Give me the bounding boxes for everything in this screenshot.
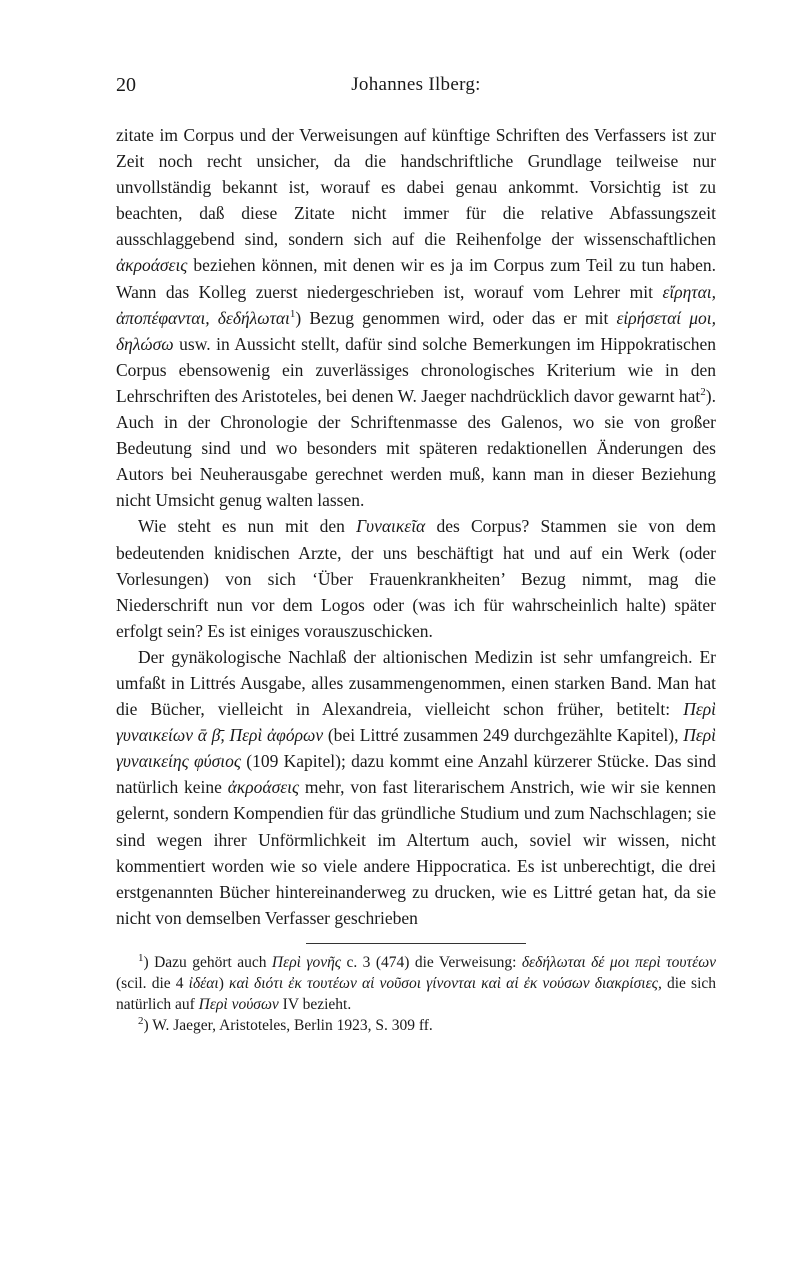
greek-term: Περὶ γυναικείων ᾱ β̄, Περὶ ἀφόρων [116,699,716,746]
greek-term: εἰρήσεταί μοι, δηλώσω [116,307,717,354]
greek-term: ἀκροάσεις [116,255,188,276]
greek-term: ἀκροάσεις [227,777,300,798]
greek-term: Γυναικεῖα [356,516,426,537]
footnote-2: $^2$) W. Jaeger, Aristoteles, Berlin 1923, S. 309 ff. [138,1014,433,1034]
footnote-mark-2: 2 [138,1014,144,1027]
book-page [116,74,716,1036]
greek-term: Περὶ γυναικείης φύσιος [116,725,716,772]
body-text [116,122,716,931]
footnote-ref-2[interactable]: 2 [700,386,706,399]
footnote-divider [306,943,526,944]
page-number: 20 [116,74,136,96]
footnote-ref-1[interactable]: 1 [289,307,296,320]
running-head: Johannes Ilberg: [351,74,481,95]
greek-term: δεδήλωται δέ μοι περὶ τουτέων [521,953,717,971]
paragraph-2: Wie steht es nun mit den Γυναικεῖα des Corpus? Stammen sie von dem bedeutenden knidischen Arzte, der uns beschäftigt hat und auf ein Werk (oder Vorlesungen) von sich ‘Über Frauenkrankheiten’ Bezug nimmt, mag die Niederschrift nun vor dem Logos oder (was ich für wahrscheinlich halte) später erfolgt sein? Es ist einiges vorauszuschicken. [116,516,716,641]
page-header [116,74,716,104]
footnote-mark-1: 1 [138,951,144,964]
footnote-1: $^1$) Dazu gehört auch Περὶ γονῆς c. 3 (474) die Verweisung: δεδήλωται δέ μοι περὶ τουτέων (scil. die 4 ἰδέαι) καὶ διότι ἐκ τουτέων αἱ νοῦσοι γίνονται καὶ αἱ ἐκ νούσων διακρίσιες, die sich natürlich auf Περὶ νούσων IV bezieht. [116,951,717,1013]
greek-term: εἴρηται, ἀποπέφανται, δεδήλωται [116,281,716,328]
paragraph-3: Der gynäkologische Nachlaß der altionischen Medizin ist sehr umfangreich. Er umfaßt in Littrés Ausgabe, alles zusammengenommen, einen starken Band. Man hat die Bücher, vielleicht in Alexandreia, vielleicht schon früher, betitelt: Περὶ γυναικείων ᾱ β̄, Περὶ ἀφόρων (bei Littré zusammen 249 durchgezählte Kapitel), Περὶ γυναικείης φύσιος (109 Kapitel); dazu kommt eine Anzahl kürzerer Stücke. Das sind natürlich keine ἀκροάσεις mehr, von fast literarischem Anstrich, wie wir sie kennen gelernt, sondern Kompendien für das gründliche Studium und zum Nachschlagen; sie sind wegen ihrer Unförmlichkeit im Altertum auch, soviel wir wissen, nicht kommentiert worden wie so viele andere Hippocratica. Es ist unberechtigt, die drei erstgenannten Bücher hintereinanderweg zu drucken, wie es Littré getan hat, da sie nicht von demselben Verfasser geschrieben [116,646,716,928]
greek-term: Περὶ νούσων [198,995,279,1013]
greek-term: καὶ διότι ἐκ τουτέων αἱ νοῦσοι γίνονται καὶ αἱ ἐκ νούσων διακρίσιες, [229,974,662,992]
greek-term: ἰδέαι [188,974,219,992]
footnotes [116,952,716,1036]
paragraph-1: zitate im Corpus und der Verweisungen auf künftige Schriften des Verfassers ist zur Zeit noch recht unsicher, da die handschriftliche Grundlage teilweise nur unvollständig bekannt ist, worauf es dabei genau ankommt. Vorsichtig ist zu beachten, daß diese Zitate nicht immer für die relative Abfassungszeit ausschlaggebend sind, sondern sich auf die Reihenfolge der wissenschaftlichen ἀκροάσεις beziehen können, mit denen wir es ja im Corpus zum Teil zu tun haben. Wann das Kolleg zuerst niedergeschrieben ist, worauf vom Lehrer mit εἴρηται, ἀποπέφανται, δεδήλωται$^1$) Bezug genommen wird, oder das er mit εἰρήσεταί μοι, δηλώσω usw. in Aussicht stellt, dafür sind solche Bemerkungen im Hippokratischen Corpus ebensowenig ein zuverlässiges chronologisches Kriterium wie in den Lehrschriften des Aristoteles, bei denen W. Jaeger nachdrücklich davor gewarnt hat$^2$). Auch in der Chronologie der Schriftenmasse des Galenos, wo sie von großer Bedeutung sind und wo besonders mit späteren redaktionellen Änderungen des Autors bei Neuherausgabe gerechnet werden muß, kann man in dieser Beziehung nicht Umsicht genug walten lassen. [116,125,717,511]
greek-term: Περὶ γονῆς [271,953,342,971]
